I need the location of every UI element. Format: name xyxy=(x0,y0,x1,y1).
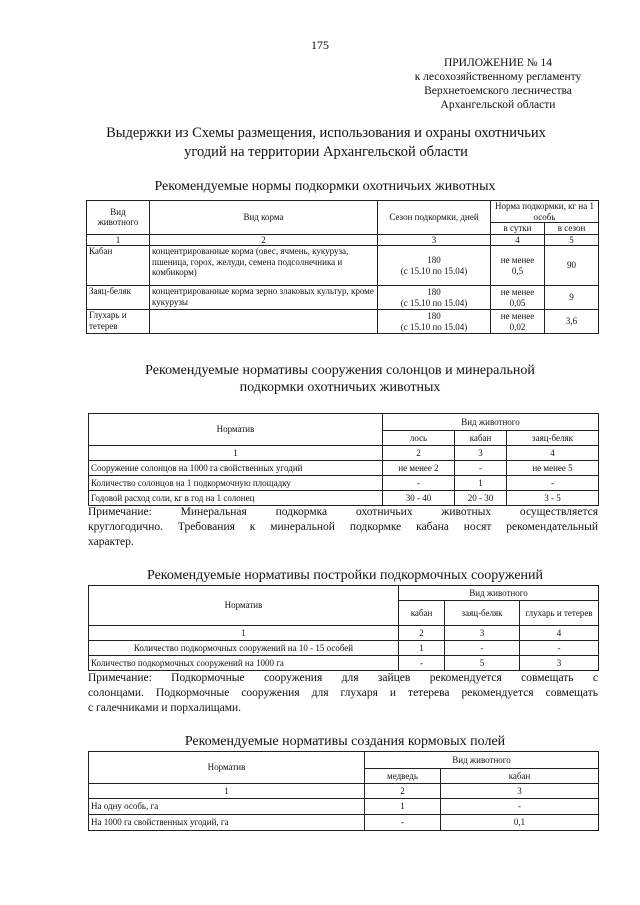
season-days: 180 xyxy=(427,311,441,321)
table-row xyxy=(89,641,599,656)
cell-hare: 3 - 5 xyxy=(507,491,599,506)
note-line-2: круглогодично. Требования к минеральной подкормке кабана носят рекомендательный xyxy=(88,521,598,533)
cell-season xyxy=(378,310,491,334)
page-number: 175 xyxy=(311,38,329,52)
col-number: 1 xyxy=(87,234,150,246)
cell-grouse: 3 xyxy=(520,656,599,671)
cell-boar: 1 xyxy=(455,476,507,491)
cell-bear: 1 xyxy=(365,799,441,815)
header-hare: заяц-беляк xyxy=(445,601,520,626)
per-day-value: 0,05 xyxy=(509,297,526,308)
cell-boar: - xyxy=(455,461,507,476)
col-number: 5 xyxy=(545,234,599,246)
season-days: 180 xyxy=(427,255,441,265)
season-range: (с 15.10 по 15.04) xyxy=(400,297,468,308)
appendix-header xyxy=(380,56,616,112)
table2-note xyxy=(88,505,598,550)
appendix-line-3: Верхнетоемского лесничества xyxy=(424,85,572,97)
col-number: 3 xyxy=(441,784,599,799)
per-day-prefix: не менее xyxy=(500,311,535,321)
table2-title xyxy=(90,362,590,396)
cell-norm: На одну особь, га xyxy=(89,799,365,815)
header-boar: кабан xyxy=(399,601,445,626)
table2-title-line-1: Рекомендуемые нормативы сооружения солонцов и минеральной xyxy=(145,363,535,378)
header-norm: Норматив xyxy=(89,414,383,446)
note-line-2: солонцами. Подкормочные сооружения для глухаря и тетерева рекомендуется совмещать xyxy=(88,687,598,699)
cell-feed: концентрированные корма зерно злаковых культур, кроме кукурузы xyxy=(150,286,378,310)
col-number: 4 xyxy=(507,446,599,461)
col-number: 4 xyxy=(491,234,545,246)
feeding-fields-table xyxy=(88,751,599,831)
table-row xyxy=(89,815,599,831)
appendix-line-1: ПРИЛОЖЕНИЕ № 14 xyxy=(443,57,552,69)
note-line-1: Примечание: Подкормочные сооружения для зайцев рекомендуется совмещать с xyxy=(88,672,598,684)
cell-moose: не менее 2 xyxy=(383,461,455,476)
cell-boar: 0,1 xyxy=(441,815,599,831)
header-grouse: глухарь и тетерев xyxy=(520,601,599,626)
cell-boar: - xyxy=(399,656,445,671)
note-line-3: с галечниками и порхалищами. xyxy=(88,702,242,714)
col-number: 1 xyxy=(89,446,383,461)
cell-feed xyxy=(150,310,378,334)
col-number: 4 xyxy=(520,626,599,641)
cell-norm: Сооружение солонцов на 1000 га свойственных угодий xyxy=(89,461,383,476)
cell-season xyxy=(378,246,491,286)
header-per-day: в сутки xyxy=(491,223,545,235)
col-number: 1 xyxy=(89,784,365,799)
note-line-1: Примечание: Минеральная подкормка охотничьих животных осуществляется xyxy=(88,506,598,518)
col-number: 3 xyxy=(378,234,491,246)
col-number: 2 xyxy=(365,784,441,799)
cell-norm: Годовой расход соли, кг в год на 1 солонец xyxy=(89,491,383,506)
cell-bear: - xyxy=(365,815,441,831)
table1-title: Рекомендуемые нормы подкормки охотничьих животных xyxy=(154,179,496,194)
cell-moose: 30 - 40 xyxy=(383,491,455,506)
cell-hare: - xyxy=(507,476,599,491)
cell-grouse: - xyxy=(520,641,599,656)
note-line-3: характер. xyxy=(88,536,134,548)
table-row xyxy=(87,246,599,286)
cell-per-day xyxy=(491,286,545,310)
table3-note xyxy=(88,671,598,716)
cell-per-season: 9 xyxy=(545,286,599,310)
header-hare: заяц-беляк xyxy=(507,431,599,446)
document-title xyxy=(60,124,592,162)
feeding-norms-table xyxy=(86,200,599,334)
col-number: 3 xyxy=(455,446,507,461)
cell-per-day xyxy=(491,246,545,286)
cell-hare: 5 xyxy=(445,656,520,671)
document-title-line-2: угодий на территории Архангельской области xyxy=(184,144,468,160)
cell-boar: 20 - 30 xyxy=(455,491,507,506)
col-number: 2 xyxy=(399,626,445,641)
feeding-structures-table xyxy=(88,585,599,671)
table3-title: Рекомендуемые нормативы постройки подкормочных сооружений xyxy=(146,568,544,583)
table-row xyxy=(89,476,599,491)
season-range: (с 15.10 по 15.04) xyxy=(400,265,468,276)
table4-title: Рекомендуемые нормативы создания кормовых полей xyxy=(184,734,506,749)
cell-norm: На 1000 га свойственных угодий, га xyxy=(89,815,365,831)
header-boar: кабан xyxy=(455,431,507,446)
table-row xyxy=(89,461,599,476)
cell-per-season: 3,6 xyxy=(545,310,599,334)
cell-norm: Количество солонцов на 1 подкормочную площадку xyxy=(89,476,383,491)
season-range: (с 15.10 по 15.04) xyxy=(400,321,468,332)
per-day-prefix: не менее xyxy=(500,255,535,265)
header-animal: Вид животного xyxy=(365,752,599,769)
col-number: 3 xyxy=(445,626,520,641)
header-norm: Норматив xyxy=(89,752,365,784)
cell-hare: - xyxy=(445,641,520,656)
per-day-value: 0,02 xyxy=(509,321,526,332)
document-title-line-1: Выдержки из Схемы размещения, использования и охраны охотничьих xyxy=(106,125,546,141)
table-row xyxy=(89,656,599,671)
col-number: 1 xyxy=(89,626,399,641)
cell-feed: концентрированные корма (овес, ячмень, кукуруза, пшеница, горох, желуди, семена подсолнечника и комбикорм) xyxy=(150,246,378,286)
per-day-value: 0,5 xyxy=(511,265,524,276)
table-row xyxy=(87,310,599,334)
cell-norm: Количество подкормочных сооружений на 10 - 15 особей xyxy=(89,641,399,656)
cell-boar: 1 xyxy=(399,641,445,656)
header-moose: лось xyxy=(383,431,455,446)
table-row xyxy=(87,286,599,310)
col-number: 2 xyxy=(150,234,378,246)
table-row xyxy=(89,491,599,506)
header-animal: Вид животного xyxy=(383,414,599,431)
cell-season xyxy=(378,286,491,310)
per-day-prefix: не менее xyxy=(500,287,535,297)
cell-norm: Количество подкормочных сооружений на 1000 га xyxy=(89,656,399,671)
header-norm: Норматив xyxy=(89,586,399,626)
table-row xyxy=(89,799,599,815)
cell-moose: - xyxy=(383,476,455,491)
header-feed: Вид корма xyxy=(150,201,378,235)
cell-animal: Кабан xyxy=(87,246,150,286)
cell-boar: - xyxy=(441,799,599,815)
cell-animal: Глухарь и тетерев xyxy=(87,310,150,334)
header-animal: Вид животного xyxy=(87,201,150,235)
header-bear: медведь xyxy=(365,769,441,784)
cell-animal: Заяц-беляк xyxy=(87,286,150,310)
col-number: 2 xyxy=(383,446,455,461)
table2-title-line-2: подкормки охотничьих животных xyxy=(239,380,441,395)
header-boar: кабан xyxy=(441,769,599,784)
appendix-line-4: Архангельской области xyxy=(440,99,556,111)
cell-hare: не менее 5 xyxy=(507,461,599,476)
appendix-line-2: к лесохозяйственному регламенту xyxy=(414,71,582,83)
cell-per-season: 90 xyxy=(545,246,599,286)
header-per-season: в сезон xyxy=(545,223,599,235)
cell-per-day xyxy=(491,310,545,334)
salt-licks-table xyxy=(88,413,599,506)
header-season: Сезон подкормки, дней xyxy=(378,201,491,235)
header-animal: Вид животного xyxy=(399,586,599,601)
season-days: 180 xyxy=(427,287,441,297)
header-norm: Норма подкормки, кг на 1 особь xyxy=(491,201,599,223)
